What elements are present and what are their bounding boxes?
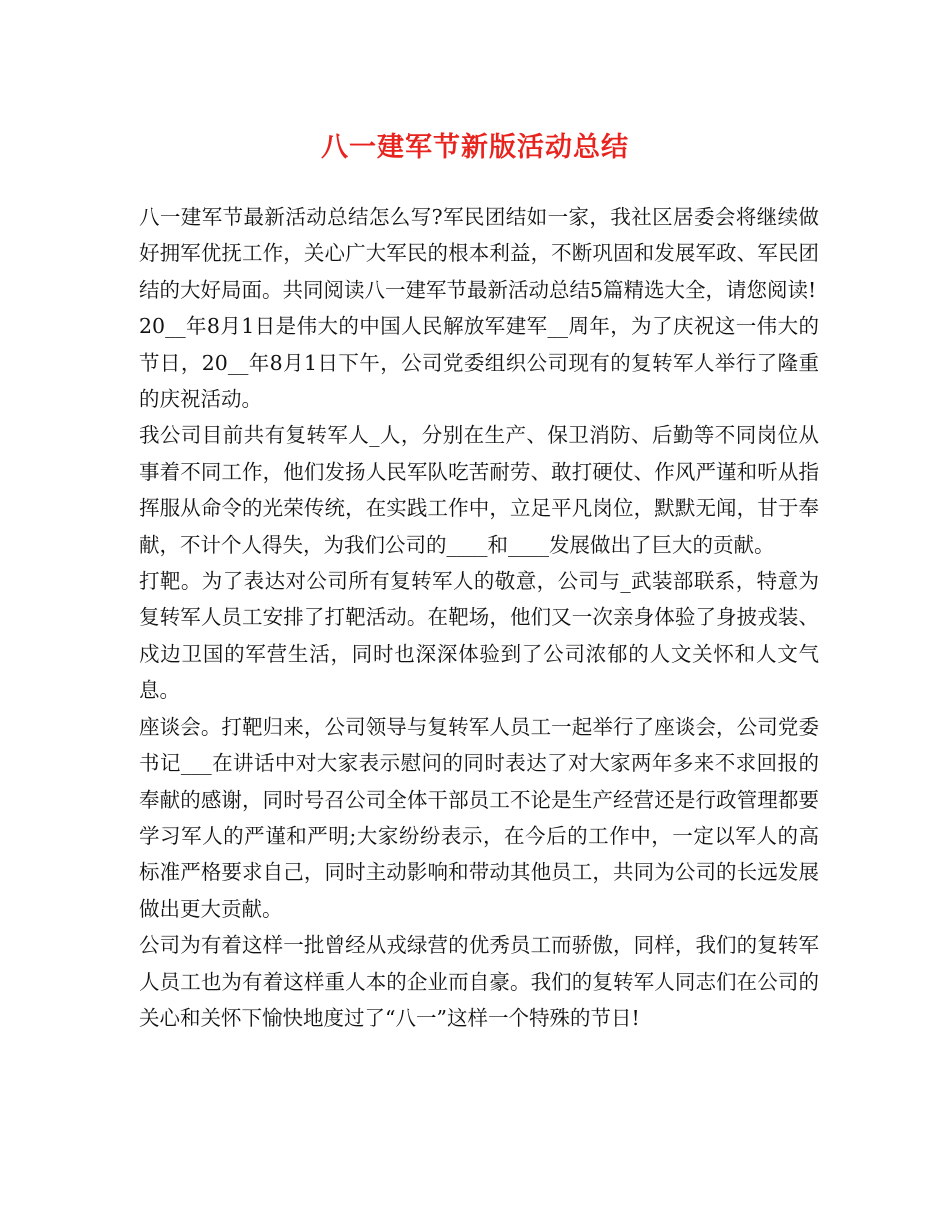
paragraph-shooting: 打靶。为了表达对公司所有复转军人的敬意，公司与_武装部联系，特意为复转军人员工安排了打靶活动。在靶场，他们又一次亲身体验了身披戎装、戍边卫国的军营生活，同时也深深体验到了公司浓郁的人文关怀和人文气息。: [139, 569, 819, 703]
paragraph-intro: 八一建军节最新活动总结怎么写?军民团结如一家，我社区居委会将继续做好拥军优抚工作，关心广大军民的根本利益，不断巩固和发展军政、军民团结的大好局面。共同阅读八一建军节最新活动总结5篇精选大全，请您阅读!: [139, 205, 819, 302]
document-body: [139, 199, 819, 1036]
paragraph-forum: 座谈会。打靶归来，公司领导与复转军人员工一起举行了座谈会，公司党委书记___在讲话中对大家表示慰问的同时表达了对大家两年多来不求回报的奉献的感谢，同时号召公司全体干部员工不论是生产经营还是行政管理都要学习军人的严谨和严明;大家纷纷表示，在今后的工作中，一定以军人的高标准严格要求自己，同时主动影响和带动其他员工，共同为公司的长远发展做出更大贡献。: [139, 714, 819, 921]
paragraph-veterans: 我公司目前共有复转军人_人，分别在生产、保卫消防、后勤等不同岗位从事着不同工作，他们发扬人民军队吃苦耐劳、敢打硬仗、作风严谨和听从指挥服从命令的光荣传统，在实践工作中，立足平凡岗位，默默无闻，甘于奉献，不计个人得失，为我们公司的____和____发展做出了巨大的贡献。: [139, 423, 819, 557]
paragraph-closing: 公司为有着这样一批曾经从戎绿营的优秀员工而骄傲，同样，我们的复转军人员工也为有着这样重人本的企业而自豪。我们的复转军人同志们在公司的关心和关怀下愉快地度过了“八一”这样一个特殊的节日!: [139, 933, 819, 1030]
paragraph-anniversary: 20__年8月1日是伟大的中国人民解放军建军__周年，为了庆祝这一伟大的节日，20__年8月1日下午，公司党委组织公司现有的复转军人举行了隆重的庆祝活动。: [139, 314, 819, 412]
document-title: 八一建军节新版活动总结: [321, 132, 629, 163]
